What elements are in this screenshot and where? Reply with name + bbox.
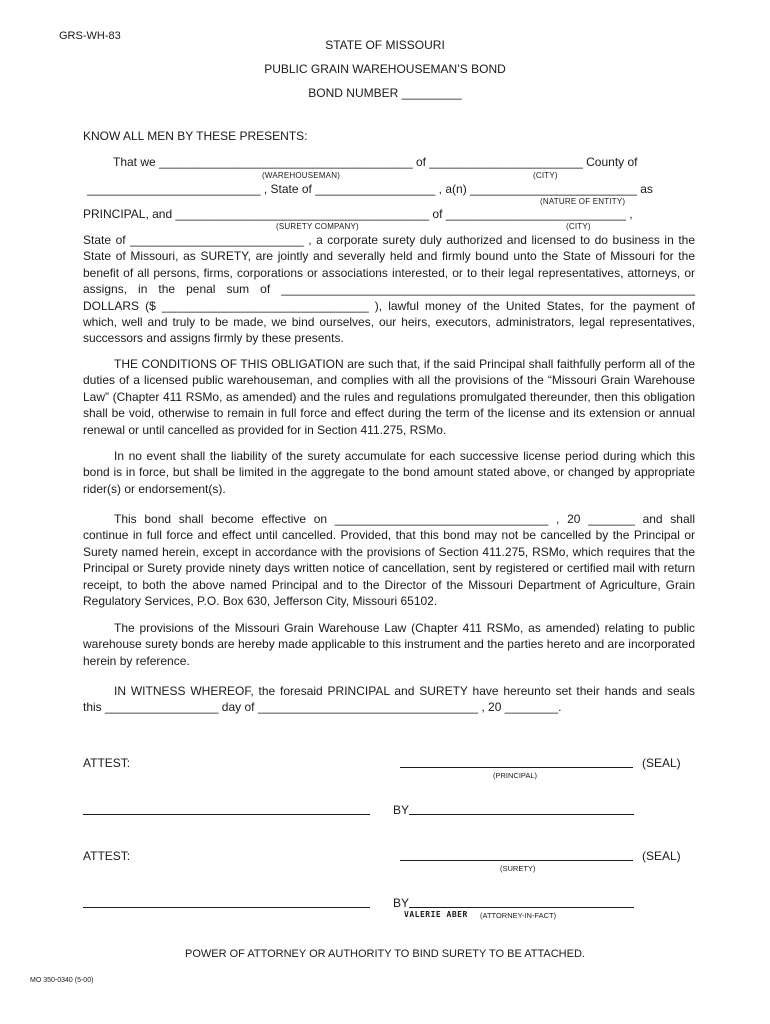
seal-label-surety: (SEAL) bbox=[642, 849, 681, 863]
caption-surety: (SURETY) bbox=[500, 864, 536, 873]
caption-warehouseman: (WAREHOUSEMAN) bbox=[262, 171, 341, 180]
form-code: MO 350-0340 (5-00) bbox=[30, 977, 94, 984]
paragraph-liability: In no event shall the liability of the surety accumulate for each successive license period during which this bond is in force, but shall be limited in the aggregate to the bond amount stated above, or changed by appropriate rider(s) or endorsement(s). bbox=[83, 449, 695, 496]
conditions-paragraph bbox=[83, 356, 695, 438]
footer-note: POWER OF ATTORNEY OR AUTHORITY TO BIND SURETY TO BE ATTACHED. bbox=[185, 948, 585, 960]
state-entity-line: __________________________ , State of __________________ , a(n) _________________________ as bbox=[87, 182, 653, 196]
by-label-surety: BY bbox=[393, 896, 410, 910]
bond-paragraph bbox=[83, 232, 695, 347]
caption-surety-city: (CITY) bbox=[566, 222, 591, 231]
header-bond-number: BOND NUMBER _________ bbox=[308, 86, 462, 100]
surety-attest-line[interactable] bbox=[83, 907, 370, 908]
principal-line: That we ______________________________________ of _______________________ County of bbox=[113, 155, 638, 169]
surety-line: PRINCIPAL, and ______________________________________ of ___________________________ , bbox=[83, 207, 633, 221]
principal-signature-line[interactable] bbox=[400, 767, 633, 768]
header-state: STATE OF MISSOURI bbox=[325, 38, 445, 52]
paragraph-conditions: THE CONDITIONS OF THIS OBLIGATION are such that, if the said Principal shall faithfully perform all of the duties of a licensed public warehouseman, and complies with all the provisions of the “Missouri Grain Warehouse Law” (Chapter 411 RSMo, as amended) and the rules and regulations promulgated thereunder, then this obligation shall be void, otherwise to remain in full force and effect during the term of the license and its extension or annual renewal or until cancelled as provided for in Section 411.275, RSMo. bbox=[83, 357, 695, 437]
caption-principal: (PRINCIPAL) bbox=[493, 771, 538, 780]
attest-label-surety: ATTEST: bbox=[83, 849, 131, 863]
caption-surety-company: (SURETY COMPANY) bbox=[276, 222, 359, 231]
effective-paragraph bbox=[83, 511, 695, 609]
header-title: PUBLIC GRAIN WAREHOUSEMAN’S BOND bbox=[264, 62, 506, 76]
paragraph-witness: IN WITNESS WHEREOF, the foresaid PRINCIPAL and SURETY have hereunto set their hands and seals this _________________ day of _________________________________ , 20 ________. bbox=[83, 684, 695, 715]
intro-heading: KNOW ALL MEN BY THESE PRESENTS: bbox=[83, 129, 308, 143]
principal-by-line[interactable] bbox=[409, 814, 634, 815]
surety-signature-line[interactable] bbox=[400, 860, 633, 861]
provisions-paragraph bbox=[83, 620, 695, 669]
paragraph-effective: This bond shall become effective on ________________________________ , 20 _______ and shall continue in full force and effect until cancelled. Provided, that this bond may not be cancelled by the Principal or Surety named herein, except in accordance with the provisions of Section 411.275, RSMo, which requires that the Principal or Surety provide ninety days written notice of cancellation, sent by registered or certified mail with return receipt, to both the above named Principal and to the Director of the Missouri Department of Agriculture, Grain Regulatory Services, P.O. Box 630, Jefferson City, Missouri 65102. bbox=[83, 512, 695, 609]
form-id: GRS-WH-83 bbox=[59, 30, 121, 42]
caption-nature-of-entity: (NATURE OF ENTITY) bbox=[540, 197, 626, 206]
seal-label-principal: (SEAL) bbox=[642, 756, 681, 770]
signer-name: VALERIE ABER bbox=[404, 910, 468, 919]
paragraph-obligation: State of __________________________ , a corporate surety duly authorized and licensed to do business in the State of Missouri, as SURETY, are jointly and severally held and firmly bound unto the State of Missouri for the benefit of all persons, firms, corporations or associations interested, or to their legal representatives, attorneys, or assigns, in the penal sum of ______________________________________________________________ DOLLARS ($ _______________________________ ), lawful money of the United States, for the payment of which, well and truly to be made, we bind ourselves, our heirs, executors, administrators, legal representatives, successors and assigns firmly by these presents. bbox=[83, 233, 695, 346]
caption-city: (CITY) bbox=[533, 171, 558, 180]
attest-label-principal: ATTEST: bbox=[83, 756, 131, 770]
paragraph-provisions: The provisions of the Missouri Grain Warehouse Law (Chapter 411 RSMo, as amended) relating to public warehouse surety bonds are hereby made applicable to this instrument and the parties hereto and are incorporated herein by reference. bbox=[83, 621, 695, 668]
by-label-principal: BY bbox=[393, 803, 410, 817]
surety-by-line[interactable] bbox=[409, 907, 634, 908]
liability-paragraph bbox=[83, 448, 695, 497]
principal-attest-line[interactable] bbox=[83, 814, 370, 815]
witness-paragraph bbox=[83, 683, 695, 716]
signer-role: (ATTORNEY-IN-FACT) bbox=[480, 911, 557, 920]
